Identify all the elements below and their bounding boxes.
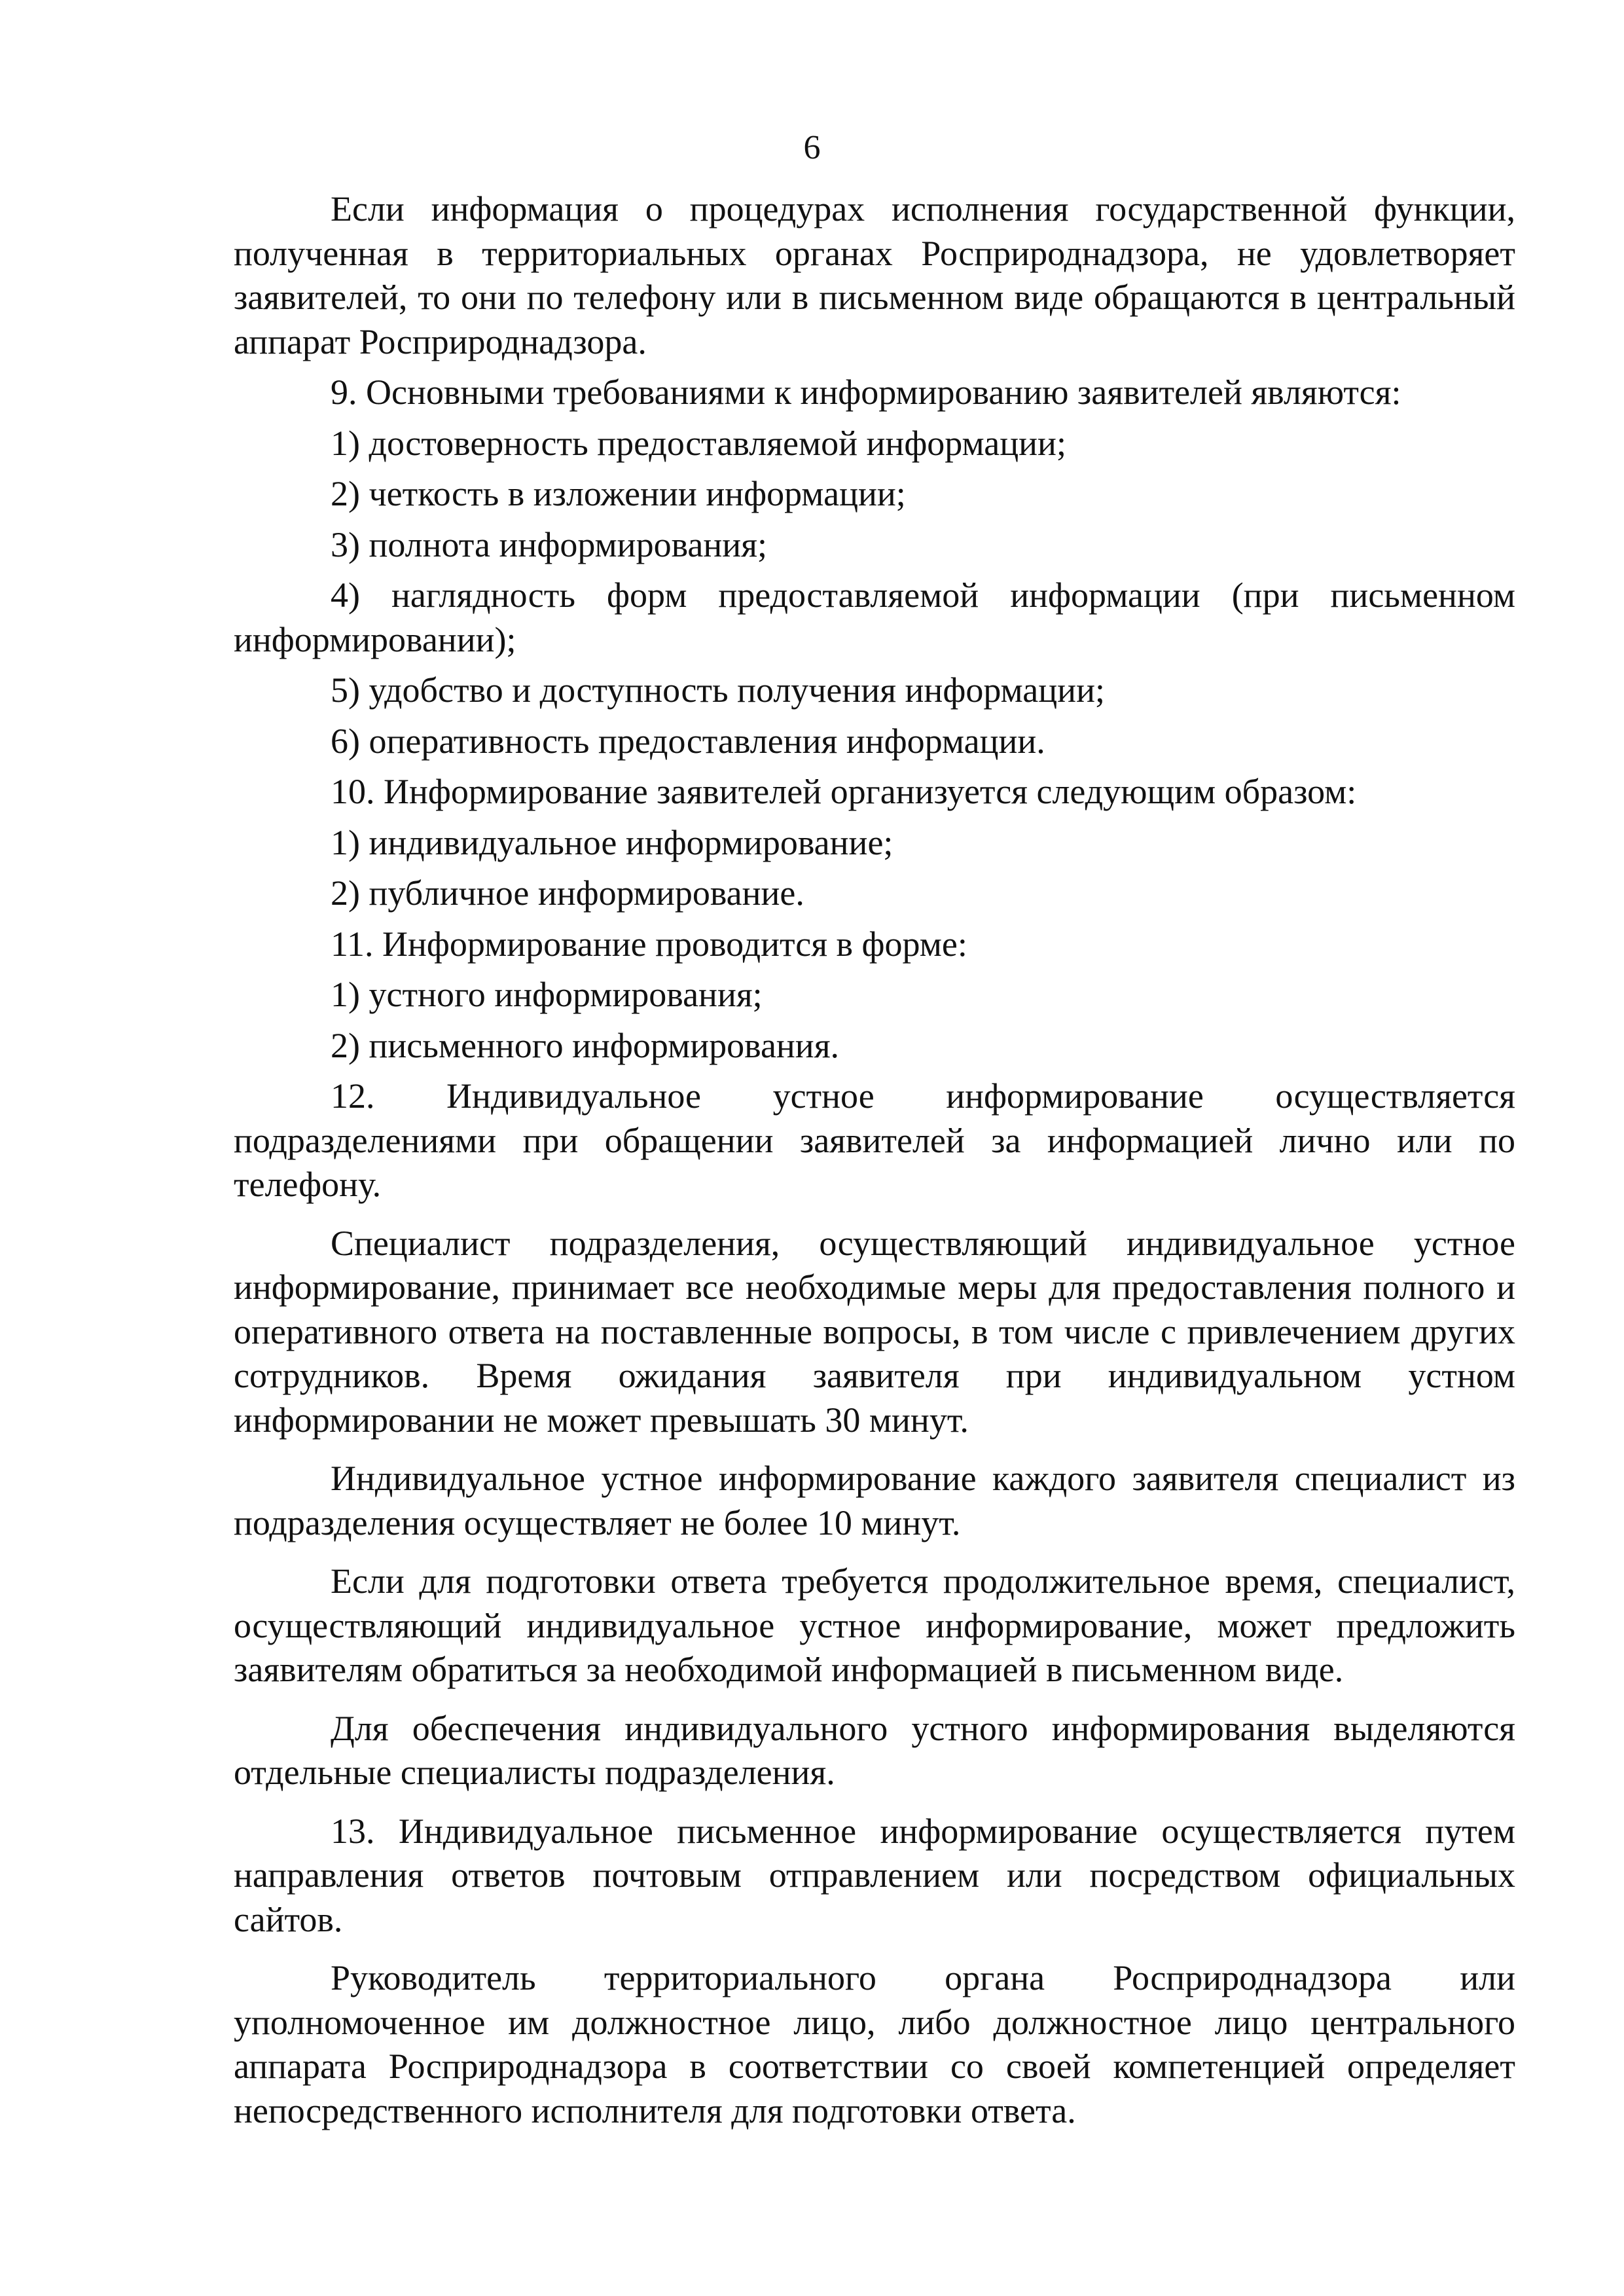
requirement-item-6: 6) оперативность предоставления информации. [331, 721, 1045, 761]
paragraph-specialist-duties: Специалист подразделения, осуществляющий индивидуальное устное информирование, принимает все необходимые меры для предоставления полного и оперативного ответа на поставленные вопросы, в том числе с привлечением других сотрудников. Время ожидания заявителя при индивидуальном устном информировании не может превышать 30 минут. [234, 1223, 1515, 1440]
requirement-item-5: 5) удобство и доступность получения информации; [331, 670, 1105, 710]
requirement-item-1: 1) достоверность предоставляемой информации; [331, 423, 1066, 463]
paragraph-12-individual-oral: 12. Индивидуальное устное информирование осуществляется подразделениями при обращении заявителей за информацией лично или по телефону. [234, 1076, 1515, 1204]
form-item-1: 1) устного информирования; [331, 975, 763, 1014]
paragraph-intro-info: Если информация о процедурах исполнения государственной функции, полученная в территориальных органах Росприроднадзора, не удовлетворяет заявителей, то они по телефону или в письменном виде обращаются в центральный аппарат Росприроднадзора. [234, 189, 1515, 361]
paragraph-11-form: 11. Информирование проводится в форме: [331, 924, 967, 964]
paragraph-13-individual-written: 13. Индивидуальное письменное информирование осуществляется путем направления ответов почтовым отправлением или посредством официальных сайтов. [234, 1811, 1515, 1939]
paragraph-time-limit: Индивидуальное устное информирование каждого заявителя специалист из подразделения осуществляет не более 10 минут. [234, 1459, 1515, 1542]
paragraph-dedicated-specialists: Для обеспечения индивидуального устного информирования выделяются отдельные специалисты подразделения. [234, 1708, 1515, 1792]
organization-item-2: 2) публичное информирование. [331, 873, 804, 913]
paragraph-10-organization: 10. Информирование заявителей организуется следующим образом: [331, 772, 1357, 811]
paragraph-head-assigns-executor: Руководитель территориального органа Росприроднадзора или уполномоченное им должностное лицо, либо должностное лицо центрального аппарата Росприроднадзора в соответствии со своей компетенцией определяет непосредственного исполнителя для подготовки ответа. [234, 1958, 1515, 2130]
document-body [234, 187, 1515, 2133]
organization-item-1: 1) индивидуальное информирование; [331, 822, 893, 862]
requirement-item-2: 2) четкость в изложении информации; [331, 474, 906, 513]
paragraph-written-referral: Если для подготовки ответа требуется продолжительное время, специалист, осуществляющий индивидуальное устное информирование, может предложить заявителям обратиться за необходимой информацией в письменном виде. [234, 1561, 1515, 1689]
page-number: 6 [803, 129, 821, 166]
requirement-item-3: 3) полнота информирования; [331, 524, 767, 564]
paragraph-9-requirements: 9. Основными требованиями к информированию заявителей являются: [331, 373, 1401, 412]
requirement-item-4: 4) наглядность форм предоставляемой информации (при письменном информировании); [234, 575, 1515, 659]
form-item-2: 2) письменного информирования. [331, 1025, 840, 1065]
